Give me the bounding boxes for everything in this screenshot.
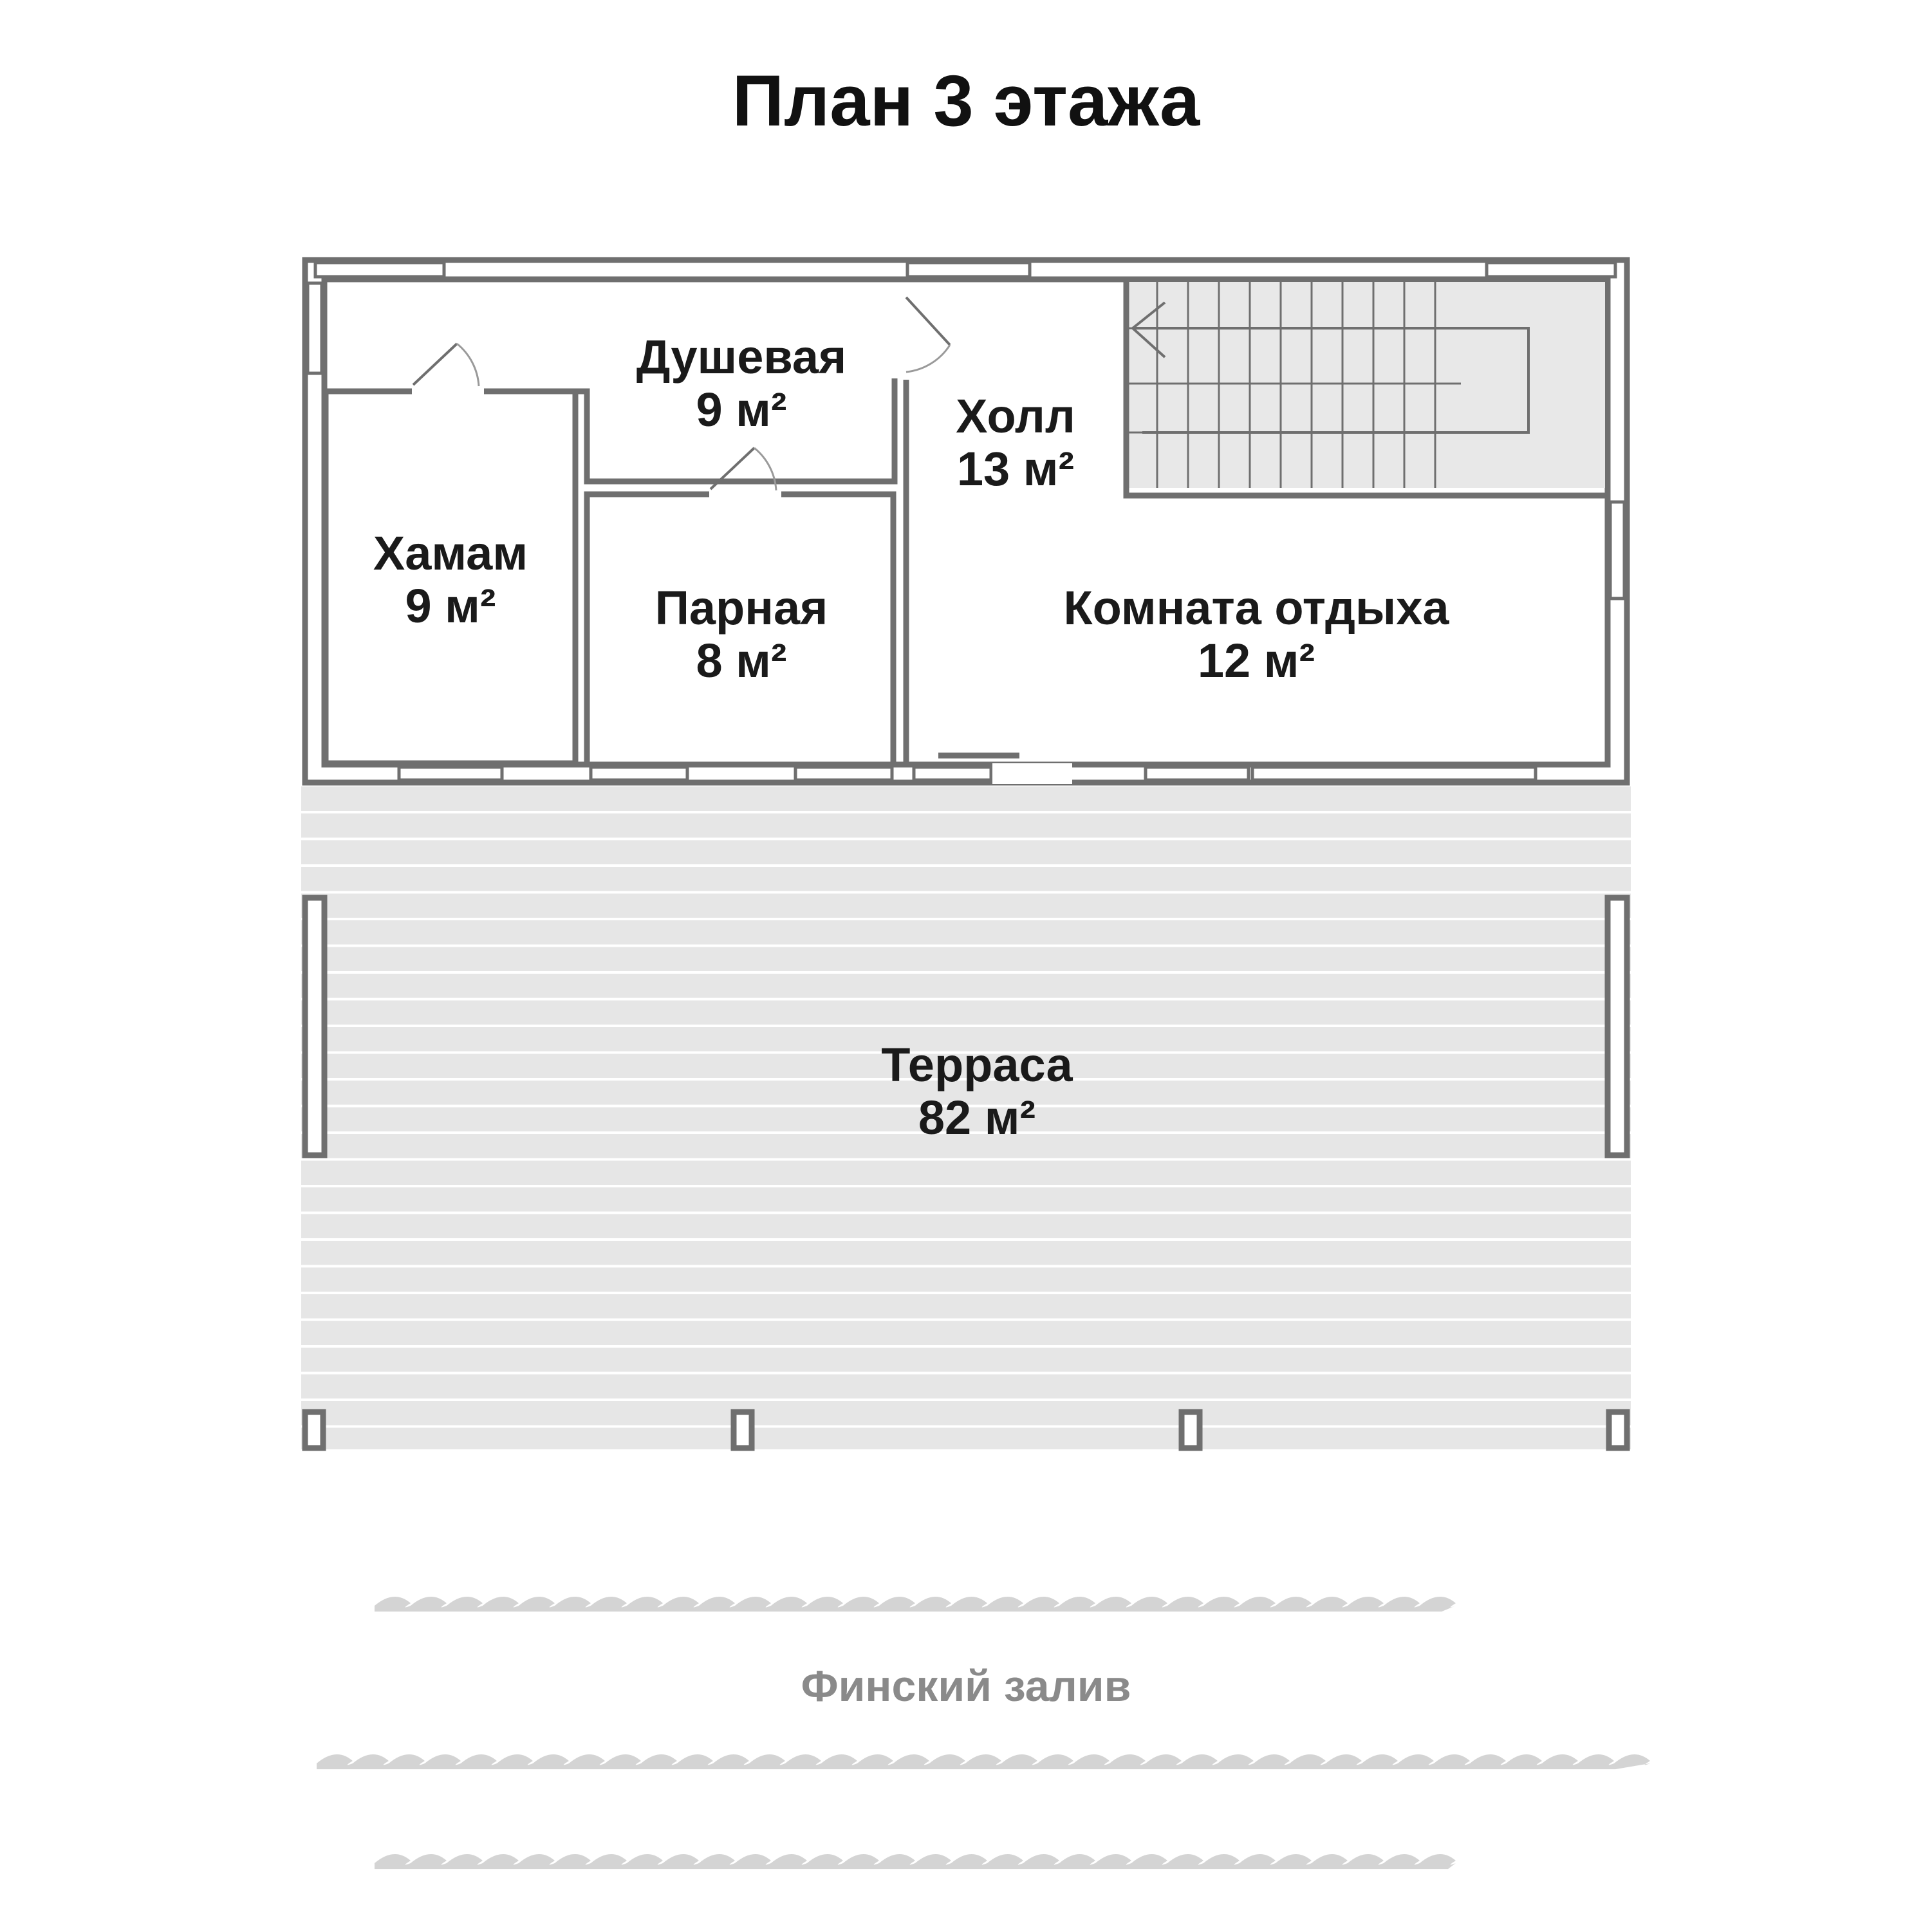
door-gap	[709, 485, 781, 501]
room-name-parnaya: Парная	[655, 581, 828, 635]
page-title: План 3 этажа	[732, 60, 1200, 141]
room-area-hamam: 9 м²	[405, 579, 496, 633]
room-name-hamam: Хамам	[373, 526, 528, 580]
window	[1146, 767, 1249, 780]
room-area-terrasa: 82 м²	[918, 1091, 1036, 1144]
window	[795, 767, 892, 780]
terrace-post	[734, 1412, 752, 1448]
room-name-terrasa: Терраса	[881, 1038, 1073, 1091]
terrace-post	[1182, 1412, 1200, 1448]
window	[315, 263, 444, 277]
window	[399, 767, 502, 780]
window	[914, 767, 991, 780]
terrace-door-gap	[992, 763, 1072, 784]
wave-line	[375, 1597, 1456, 1612]
terrace-post	[1609, 1412, 1627, 1448]
room-name-holl: Холл	[956, 389, 1075, 443]
window	[1487, 263, 1615, 277]
room-name-komnata: Комната отдыха	[1063, 581, 1449, 635]
sea-label: Финский залив	[801, 1662, 1131, 1711]
wave-line	[317, 1754, 1650, 1769]
staircase	[1126, 282, 1605, 488]
room-area-parnaya: 8 м²	[696, 634, 787, 687]
room-area-dushevaya: 9 м²	[696, 383, 787, 436]
room-area-komnata: 12 м²	[1197, 634, 1315, 687]
terrace-railing-right	[1608, 898, 1627, 1155]
room-name-dushevaya: Душевая	[636, 330, 847, 384]
wave-line	[375, 1854, 1456, 1869]
stairs-area	[1126, 282, 1605, 488]
window	[907, 263, 1030, 277]
window	[1252, 767, 1536, 780]
door-gap	[412, 381, 484, 396]
window	[591, 767, 687, 780]
window	[1610, 502, 1624, 599]
door-gap	[898, 302, 915, 373]
sea	[317, 1597, 1650, 1869]
terrace-railing-left	[305, 898, 324, 1155]
room-area-holl: 13 м²	[956, 442, 1075, 496]
terrace-post	[305, 1412, 323, 1448]
window	[308, 283, 322, 373]
